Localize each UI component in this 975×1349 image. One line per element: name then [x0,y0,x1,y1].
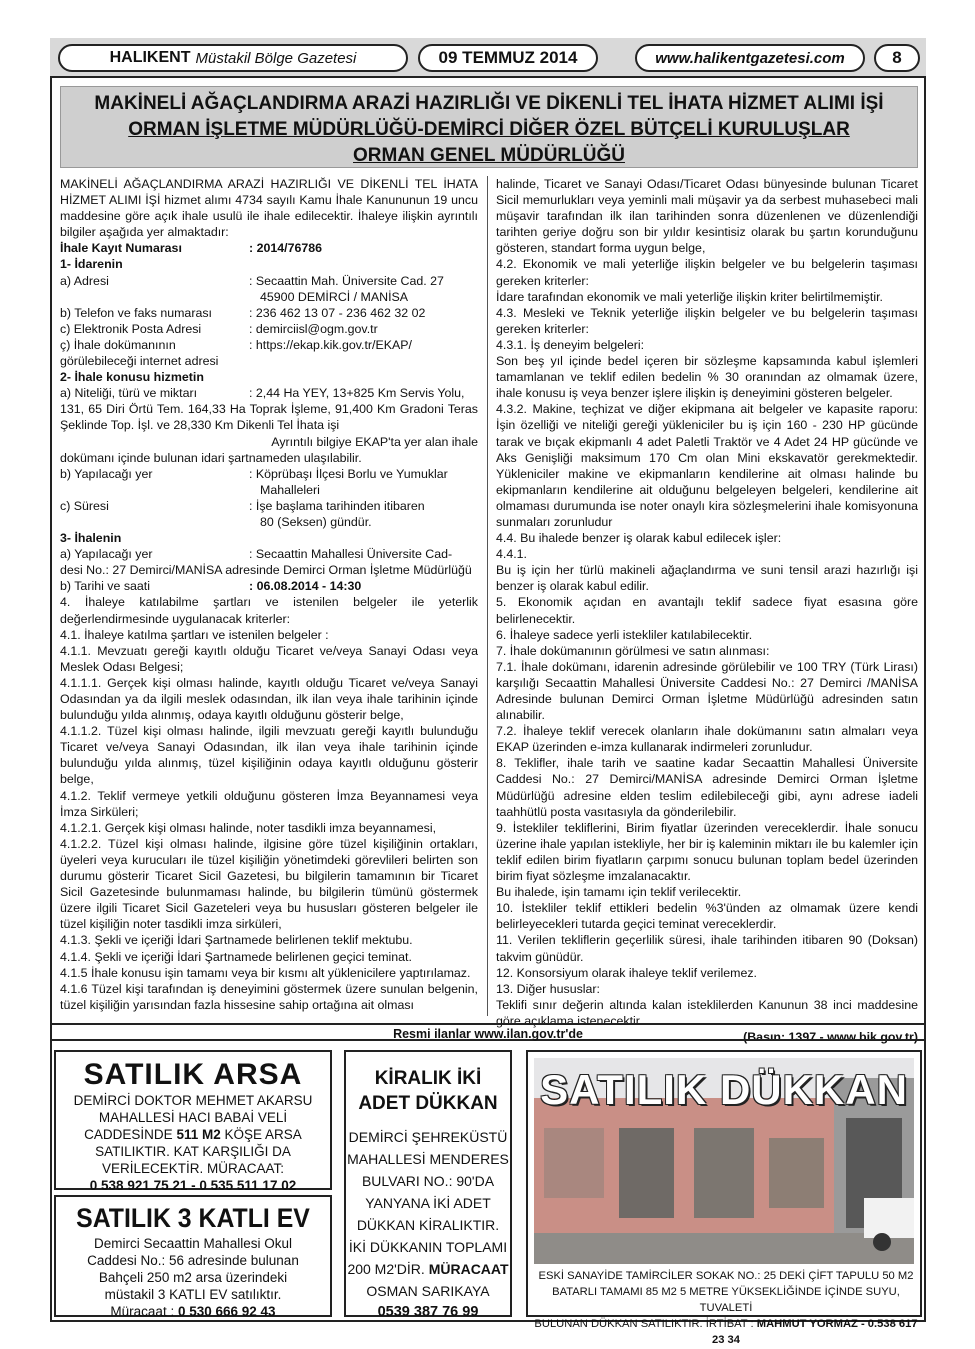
ad1-line-3a: CADDESİNDE [84,1127,173,1142]
para-13: 13. Diğer hususlar: [496,981,600,996]
para-4-1-2-2: 4.1.2.2. Tüzel kişi olması halinde, ilgisine göre tüzel kişiliğinin ortakları, üyeleri veya kurucuları ile tüzel kişiliğin yönetimdeki görevlileri belirten son durumu gösterir Ticaret Sicil Gazetesi, bu bilgilerin tamamının bir Ticaret Sicil Gazetesinde bulunmaması halinde, bu bilgilerin tümünü göstermek üzere ilgili Ticaret Sicil Gazeteleri veya bu hususları gösteren belgeler ile tüzel kişiliğin noter tasdikli imza sirküleri, [60,836,478,932]
ad2-title: SATILIK 3 KATLI EV [76,1203,310,1233]
nitelik-cont-2: Ayrıntılı bilgiye EKAP'ta yer alan ihale [271,434,478,449]
ad2-line-5 [56,1303,330,1320]
para-4-1-3: 4.1.3. Şekli ve içeriği İdari Şartnamede belirlenen teklif mektubu. [60,933,413,948]
tarih-row [60,578,478,594]
intro-paragraph: MAKİNELİ AĞAÇLANDIRMA ARAZİ HAZIRLIĞI VE DİKENLİ TEL İHATA HİZMET ALIMI İŞİ hizmet alımı 4734 sayılı Kamu İhale Kanununun 19 uncu maddesine göre açık ihale usulü ile ihale edilecektir. İhaleye ilişkin ayrıntılı bilgiler aşağıda yer almaktadır: [60,177,478,240]
para-13-b: Teklifi sınır değerin altında kalan isteklilerden Kanunun 38 inci maddesine göre açıklama istenecektir. [496,997,918,1028]
ad3-line-3: BULVARI NO.: 90'DA [361,1173,495,1189]
notice-right-column [496,176,918,1044]
para-4-1-2-1: 4.1.2.1. Gerçek kişi olması halinde, noter tasdikli imza beyannamesi, [60,820,437,835]
nitelik-cont: 131, 65 Diri Örtü Tem. 164,33 Ha Toprak İşleme, 91,400 Km Gradoni Teras Şeklinde Top. İşl. ve 28,330 Km Dikenli Tel İhata işi [60,402,478,433]
para-4-1-4: 4.1.4. Şekli ve içeriği İdari Şartnamede belirlenen geçici teminat. [60,949,412,964]
mail-value[interactable]: : demirciisl@ogm.gov.tr [249,321,378,336]
ad4-contact-label: BULUNAN DÜKKAN SATILIKTIR. İRTİBAT : [534,1318,754,1330]
para-7-1: 7.1. İhale dokümanı, idarenin adresinde görülebilir ve 100 TRY (Türk Lirası) karşılığı Secaattin Mahallesi Üniversite Caddesi No.: 27 Demirci /MANİSA Adresinde bulunan Demirci Orman İşletme Müdürlüğü adresinden satın alınabilir. [496,659,918,723]
page-number: 8 [874,44,920,72]
web-row [60,337,478,353]
ad3-title-2: ADET DÜKKAN [358,1093,498,1114]
kayit-value: : 2014/76786 [249,241,323,256]
ad2-line-3: Bahçeli 250 m2 arsa üzerindeki [98,1270,288,1285]
para-4-2: 4.2. Ekonomik ve mali yeterliğe ilişkin belgeler ve bu belgelerin taşıması gereken kriterler: [496,257,918,288]
adres-label: a) Adresi [60,273,109,288]
ihale-yer-value: : Secaattin Mahallesi Üniversite Cad- [249,547,453,562]
yer-value-2: Mahalleleri [260,482,320,497]
nitelik-cont-3: dokümanı içinde bulunan idari şartnameden ulaşılabilir. [60,450,362,465]
tarih-value: : 06.08.2014 - 14:30 [249,579,362,594]
page-header [50,38,926,78]
para-4-1-2: 4.1.2. Teklif vermeye yetkili olduğunu gösteren İmza Beyannamesi veya İmza Sirküleri; [60,788,478,819]
ad1-phone: 0 538 921 75 21 - 0 535 511 17 02 [89,1178,297,1193]
ad2-contact-label: Müracaat : [110,1304,175,1319]
nitelik-value: : 2,44 Ha YEY, 13+825 Km Servis Yolu, [249,386,465,401]
web-value[interactable]: : https://ekap.kik.gov.tr/EKAP/ [249,337,412,352]
kayit-label: İhale Kayıt Numarası [60,241,182,256]
para-9: 9. İstekliler tekliflerini, Birim fiyatlar üzerinden vereceklerdir. İhale sonucu üzerine ihale yapılan istekliyle, her bir iş kaleminin miktarı ile bu kalemler için teklif edilen birim fiyatların çarpımı sonucu bulunan toplam bedel üzerinden birim fiyat sözleşme imzalanacaktır. [496,820,918,884]
right-continuation: halinde, Ticaret ve Sanayi Odası/Ticaret Odası bünyesinde bulunan Ticaret Sicil memurlukları veya yeminli mali müşavir ya da serbest muhasebeci mali müşavir tarafından ilk ilan tarihinden sonra düzenlenen ve düzenlendiği tarihten geriye doğru son bir yıldır kesintisiz olarak bu şartın korunduğunu gösteren, standart forma uygun belge, [496,177,918,256]
para-4-1-1-2: 4.1.1.2. Tüzel kişi olması halinde, ilgili mevzuatı gereği kayıtlı bulunduğu Ticaret ve/veya Sanayi Odasından, ilk ilan veya ihale tarihinin içinde bulunduğu yılda alınmış, tüzel kişiliğinin odaya kayıtlı olduğunu gösterir belge, [60,724,478,787]
title-line-2: ORMAN İŞLETME MÜDÜRLÜĞÜ-DEMİRCİ DİĞER ÖZEL BÜTÇELİ KURULUŞLAR [128,119,850,140]
para-8: 8. Teklifler, ihale tarih ve saatine kadar Secaattin Mahallesi Üniversite Caddesi No.: 27 Demirci/MANİSA adresinde Demirci Orman İşletme Müdürlüğü adresine elden teslim edilebileceği gibi, aynı adrese iadeli taahhütlü posta vasıtasıyla da gönderilebilir. [496,756,918,819]
title-line-3: ORMAN GENEL MÜDÜRLÜĞÜ [353,145,625,166]
ad2-line-4: müstakil 3 KATLI EV satılıktır. [104,1287,282,1302]
para-4-3-2: 4.3.2. Makine, teçhizat ve diğer ekipmana ait belgeler ve kapasite raporu: İşin özelliği ve niteliği gereği yükleniciler bu iş için 160 - 230 HP gücünde tarak ve bıçak ekipmanlı 4 adet Paletli Traktör ve 4 Adet 24 HP gücünde ve Aks Genişliği maksimum 170 Cm olan Mini ekskavatör gerekmektedir. Yükleniciler makine ve ekipmanların kendilerine ait olması halinde bu ekipmanların kendilerine ait olduğunu belgeleyen belgeleri, kendilerine ait olmaması durumunda ise noter onaylı kira sözleşmelerini ihale komisyonuna sunmaları zorunludur [496,402,918,529]
para-5: 5. Ekonomik açıdan en avantajlı teklif sadece fiyat esasına göre belirlenecektir. [496,595,918,626]
notice-left-column [60,176,478,1014]
ad1-line-3 [56,1126,330,1143]
ad-satilik-arsa [54,1050,332,1193]
sure-label: c) Süresi [60,498,109,513]
ad4-caption [532,1268,920,1348]
web-label: ç) İhale dokümanının [60,337,176,352]
yer-row [60,466,478,482]
yer-label: b) Yapılacağı yer [60,466,153,481]
ad-satilik-ev [54,1195,332,1317]
ad3-line-8: OSMAN SARIKAYA [366,1283,490,1299]
ad-kiralik-dukkan [344,1050,512,1320]
tarih-label: b) Tarihi ve saati [60,579,150,594]
web-label-2: görülebileceği internet adresi [60,354,219,369]
ihale-yer-label: a) Yapılacağı yer [60,547,153,562]
paper-name: HALIKENT [109,49,191,66]
para-4-1-1: 4.1.1. Mevzuatı gereği kayıtlı olduğu Ticaret ve/veya Sanayi Odası veya Meslek Odası Belgesi; [60,643,478,674]
ad4-line-3 [532,1316,920,1348]
column-divider [487,176,488,1016]
para-4-1-1-1: 4.1.1.1. Gerçek kişi olması halinde, kayıtlı olduğu Ticaret ve/veya Sanayi Odasından ya da ilgili meslek odasından, ilk ilan veya ihale tarihinin içinde bulunduğu yılda alınmış, odaya kayıtlı olduğunu gösterir belge, [60,675,478,723]
ad4-line-1: ESKİ SANAYİDE TAMİRCİLER SOKAK NO.: 25 DEKİ ÇİFT TAPULU 50 M2 [538,1270,914,1282]
kayit-row [60,240,478,256]
paper-title-pill [58,44,408,72]
ad1-line-1: DEMİRCİ DOKTOR MEHMET AKARSU [73,1093,313,1108]
para-7-2: 7.2. İhaleye teklif verecek olanların ihale dokümanını satın almaları veya EKAP üzerinden e-imza kullanarak indirmeleri zorunludur. [496,724,918,755]
para-4-1: 4.1. İhaleye katılma şartları ve istenilen belgeler : [60,627,329,642]
para-4-4: 4.4. Bu ihalede benzer iş olarak kabul edilecek işler: [496,531,782,546]
idare-heading: 1- İdarenin [60,257,123,272]
ad-satilik-dukkan [526,1050,922,1346]
nitelik-row [60,385,478,401]
yer-value: : Köprübaşı İlçesi Borlu ve Yumuklar [249,466,448,481]
mail-row [60,321,478,337]
ad3-line-2: MAHALLESİ MENDERES [347,1151,509,1167]
para-4-4-1: 4.4.1. [496,547,528,562]
ad1-line-3c: KÖŞE ARSA [224,1127,302,1142]
adres-row [60,273,478,289]
adres-value: : Secaattin Mah. Üniversite Cad. 27 [249,273,444,288]
resmi-ilanlar-footer: Resmi ilanlar www.ilan.gov.tr'de [50,1023,926,1041]
para-4-3-1-b: Son beş yıl içinde bedel içeren bir sözleşme kapsamında kabul işlemleri tamamlanan ve teklif edilen bedelin % 30 oranından az olmamak üzere, ihale konusu iş veya benzer işlere ilişkin iş deneyimini gösteren belgeler. [496,354,918,401]
para-4-4-1-b: Bu iş için her türlü makineli ağaçlandırma ve suni tensil arazi hazırlığı işi benzer iş olarak kabul edilir. [496,563,918,594]
ad3-line-5: DÜKKAN KİRALIKTIR. [356,1217,500,1233]
notice-title [60,86,918,168]
adres-value-2: 45900 DEMİRCİ / MANİSA [260,289,409,304]
ad1-line-2: MAHALLESİ HACI BABAİ VELİ [98,1110,288,1125]
para-4-3-1: 4.3.1. İş deneyim belgeleri: [496,337,645,352]
para-10: 10. İstekliler teklif ettikleri bedelin %3'ünden az olmamak üzere kendi belirleyecekleri tutarda geçici teminat vereceklerdir. [496,901,918,932]
ad3-line-1: DEMİRCİ ŞEHREKÜSTÜ [348,1129,508,1145]
ad3-phone: 0539 387 76 99 [377,1304,479,1320]
paper-subtitle: Müstakil Bölge Gazetesi [195,49,357,67]
ad3-line-6: İKİ DÜKKANIN TOPLAMI [348,1239,508,1255]
sure-value: : İşe başlama tarihinden itibaren [249,498,425,513]
tel-row [60,305,478,321]
para-4-3: 4.3. Mesleki ve Teknik yeterliğe ilişkin belgeler ve bu belgelerin taşıması gereken kriterler: [496,305,918,336]
para-9-b: Bu ihalede, işin tamamı için teklif verilecektir. [496,885,742,900]
ad3-line-7b: MÜRACAAT [428,1261,509,1277]
ad3-line-7a: 200 M2'DİR. [347,1261,425,1277]
tel-value: : 236 462 13 07 - 236 462 32 02 [249,305,426,320]
sure-row [60,498,478,514]
para-4-2-b: İdare tarafından ekonomik ve mali yeterliğe ilişkin kriter belirtilmemiştir. [496,289,884,304]
nitelik-label: a) Niteliği, türü ve miktarı [60,386,198,401]
issue-date: 09 TEMMUZ 2014 [418,44,598,72]
ad3-body [346,1116,510,1322]
tel-label: b) Telefon ve faks numarası [60,305,212,320]
para-4-1-5: 4.1.5 İhale konusu işin tamamı veya bir kısmı alt yüklenicilere yaptırılamaz. [60,965,471,980]
ad4-contact: MAHMUT YORMAZ - 0.538 617 23 34 [712,1318,918,1346]
konu-heading: 2- İhale konusu hizmetin [60,370,204,385]
basin-code: (Basın: 1397 - www.bik.gov.tr) [743,1029,918,1044]
para-7: 7. İhale dokümanının görülmesi ve satın alınması: [496,643,770,658]
ihale-heading: 3- İhalenin [60,531,122,546]
ad2-line-1: Demirci Secaattin Mahallesi Okul [93,1236,293,1251]
para-4: 4. İhaleye katılabilme şartları ve istenilen belgeler ile yeterlik değerlendirmesinde uygulanacak kriterler: [60,595,478,626]
website-link[interactable]: www.halikentgazetesi.com [635,44,865,72]
ad2-phone: 0 530 666 92 43 [177,1304,276,1319]
ad3-title-1: KİRALIK İKİ [374,1068,482,1089]
ad4-line-2: BATARLI TAMAMI 85 M2 5 METRE YÜKSEKLİĞİNDE İÇİNDE SUYU, TUVALETİ [552,1286,900,1314]
ad1-line-5: VERİLECEKTİR. MÜRACAAT: [101,1161,285,1176]
ad4-title: SATILIK DÜKKAN [540,1066,908,1113]
ad3-line-7 [346,1258,510,1280]
title-line-1: MAKİNELİ AĞAÇLANDIRMA ARAZİ HAZIRLIĞI VE DİKENLİ TEL İHATA HİZMET ALIMI İŞİ [94,93,884,114]
para-12: 12. Konsorsiyum olarak ihaleye teklif verilemez. [496,965,758,980]
mail-label: c) Elektronik Posta Adresi [60,321,202,336]
ad1-area: 511 M2 [176,1127,221,1142]
ad1-line-4: SATILIKTIR. KAT KARŞILIĞI DA [95,1144,291,1159]
sure-value-2: 80 (Seksen) gündür. [260,514,372,529]
ihale-yer-cont: desi No.: 27 Demirci/MANİSA adresinde Demirci Orman İşletme Müdürlüğü [60,563,472,578]
ihale-yer-row [60,546,478,562]
para-4-1-6: 4.1.6 Tüzel kişi tarafından iş deneyimini göstermek üzere sunulan belgenin, tüzel kişiliğin yarısından fazla hissesine sahip ortağına ait olması [60,981,478,1012]
ad2-line-2: Caddesi No.: 56 adresinde bulunan [87,1253,299,1268]
ad3-line-4: YANYANA İKİ ADET [365,1195,491,1211]
para-6: 6. İhaleye sadece yerli istekliler katılabilecektir. [496,627,753,642]
para-11: 11. Verilen tekliflerin geçerlilik süresi, ihale tarihinden itibaren 90 (Doksan) takvim günüdür. [496,933,918,964]
ad1-title: SATILIK ARSA [83,1058,303,1091]
